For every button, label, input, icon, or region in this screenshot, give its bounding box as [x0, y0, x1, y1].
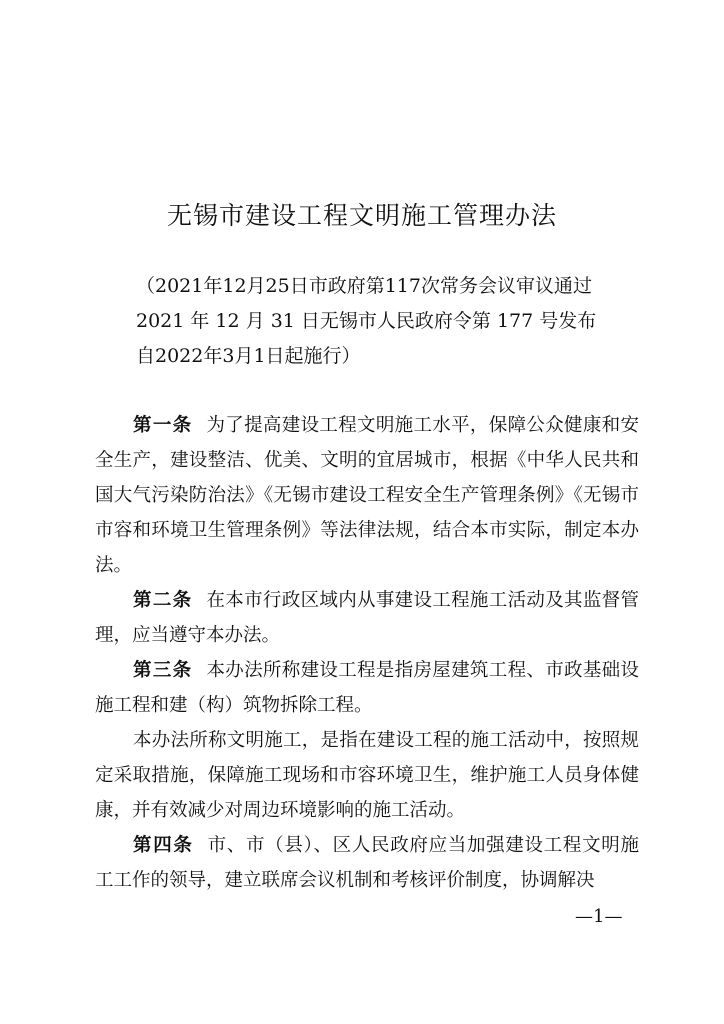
article-2-head: 第二条: [133, 590, 193, 611]
article-3-paragraph-2: [95, 723, 639, 828]
document-title: 无锡市建设工程文明施工管理办法: [166, 201, 557, 230]
meta-line-adoption: （2021年12月25日市政府第117次常务会议审议通过: [136, 275, 592, 297]
article-4: [95, 828, 639, 898]
article-3: [95, 653, 639, 723]
article-1-head: 第一条: [133, 415, 193, 436]
article-3-head: 第三条: [133, 660, 193, 681]
meta-line-promulgation: 2021 年 12 月 31 日无锡市人民政府令第 177 号发布: [136, 310, 597, 332]
article-2-text: 在本市行政区域内从事建设工程施工活动及其监督管理，应当遵守本办法。: [95, 590, 639, 646]
article-4-head: 第四条: [133, 835, 194, 856]
article-1-text: 为了提高建设工程文明施工水平，保障公众健康和安全生产，建设整洁、优美、文明的宜居城市，根据《中华人民共和国大气污染防治法》《无锡市建设工程安全生产管理条例》《无锡市市容和环境卫生管理条例》等法律法规，结合本市实际，制定本办法。: [95, 415, 639, 576]
meta-line-effective: 自2022年3月1日起施行）: [136, 345, 361, 367]
page-number: —1—: [575, 906, 623, 927]
article-2: [95, 583, 639, 653]
article-3-paragraph-2-text: 本办法所称文明施工，是指在建设工程的施工活动中，按照规定采取措施，保障施工现场和市容环境卫生，维护施工人员身体健康，并有效减少对周边环境影响的施工活动。: [95, 730, 639, 821]
article-4-text: 市、市（县）、区人民政府应当加强建设工程文明施工工作的领导，建立联席会议机制和考核评价制度，协调解决: [95, 835, 639, 891]
document-body: [95, 408, 639, 898]
article-1: [95, 408, 639, 583]
article-3-text: 本办法所称建设工程是指房屋建筑工程、市政基础设施工程和建（构）筑物拆除工程。: [95, 660, 639, 716]
document-meta: [136, 269, 656, 374]
